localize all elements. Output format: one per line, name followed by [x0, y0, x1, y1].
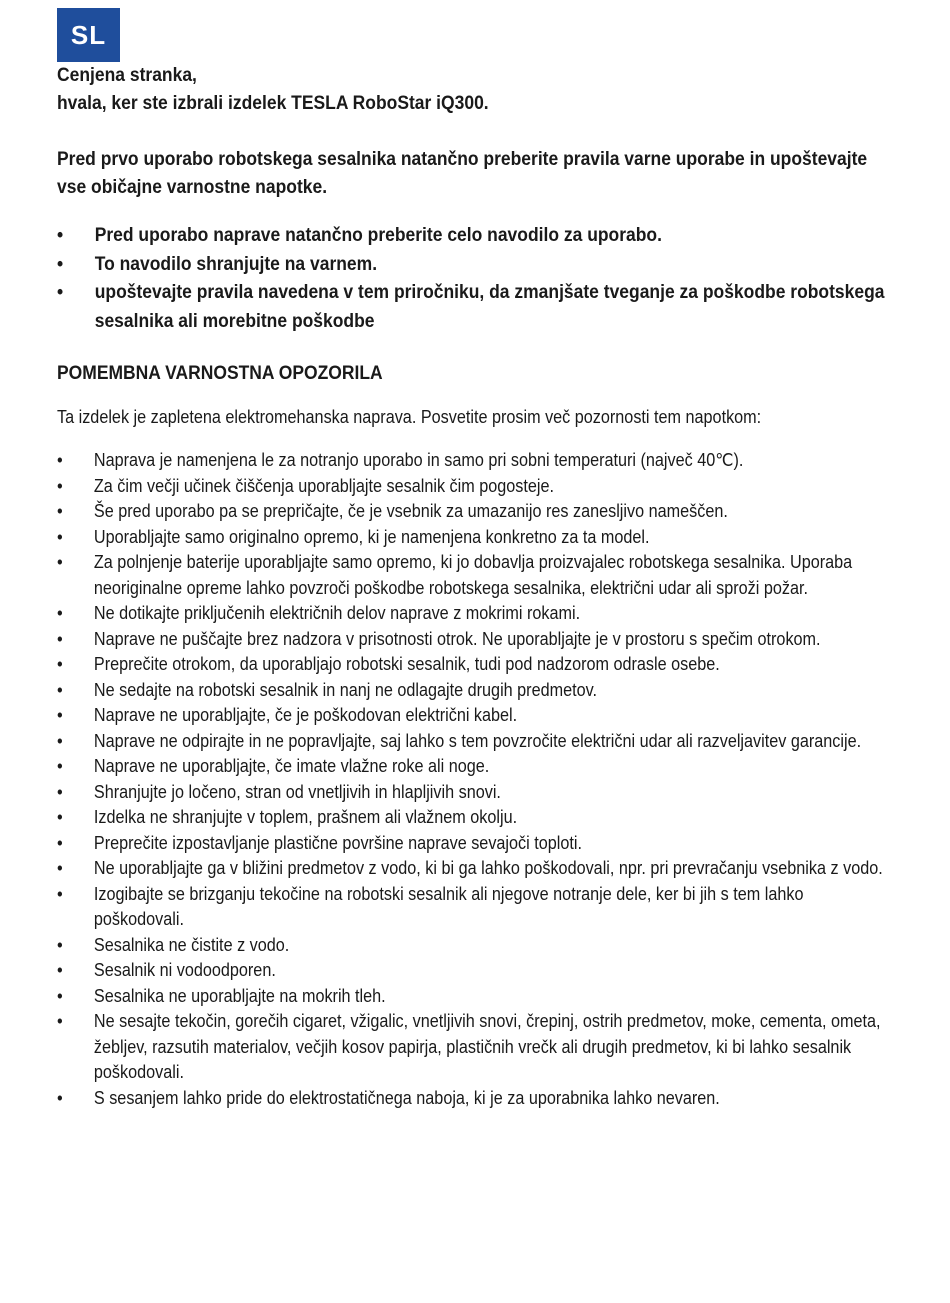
bullet-icon: • — [57, 832, 63, 853]
bullet-icon: • — [57, 807, 63, 827]
list-item: • To navodilo shranjujte na varnem. — [57, 251, 919, 280]
list-item: • Naprave ne uporabljajte, če je poškodovan električni kabel. — [57, 703, 886, 729]
list-item: • Sesalnika ne uporabljajte na mokrih tleh. — [57, 984, 886, 1010]
list-item: • Uporabljajte samo originalno opremo, ki je namenjena konkretno za ta model. — [57, 525, 886, 551]
list-item: • Pred uporabo naprave natančno preberite celo navodilo za uporabo. — [57, 222, 919, 251]
list-item: • Shranjujte jo ločeno, stran od vnetljivih in hlapljivih snovi. — [57, 780, 886, 806]
list-item: • upoštevajte pravila navedena v tem priročniku, da zmanjšate tveganje za poškodbe robotskega sesalnika ali morebitne poškodbe — [57, 279, 919, 336]
list-item: • Naprave ne odpirajte in ne popravljajte, saj lahko s tem povzročite električni udar ali razveljavitev garancije. — [57, 729, 886, 755]
list-item: • Naprava je namenjena le za notranjo uporabo in samo pri sobni temperaturi (največ 40℃). — [57, 448, 886, 474]
document-body — [57, 62, 887, 1111]
list-item: • Izogibajte se brizganju tekočine na robotski sesalnik ali njegove notranje dele, ker bi jih s tem lahko poškodovali. — [57, 883, 804, 929]
greeting-line-1: Cenjena stranka, — [57, 65, 197, 86]
list-item: • Ne dotikajte priključenih električnih delov naprave z mokrimi rokami. — [57, 601, 886, 627]
list-item: • Naprave ne uporabljajte, če imate vlažne roke ali noge. — [57, 754, 886, 780]
list-item: • Naprave ne puščajte brez nadzora v prisotnosti otrok. Ne uporabljajte je v prostoru s spečim otrokom. — [57, 627, 886, 653]
bullet-icon: • — [57, 282, 64, 303]
list-item: • Preprečite otrokom, da uporabljajo robotski sesalnik, tudi pod nadzorom odrasle osebe. — [57, 652, 886, 678]
bullet-icon: • — [57, 781, 63, 802]
bullet-icon: • — [57, 858, 63, 878]
bullet-icon: • — [57, 985, 63, 1006]
bullet-icon: • — [57, 756, 63, 776]
bullet-icon: • — [57, 628, 63, 649]
intro-paragraph: Pred prvo uporabo robotskega sesalnika natančno preberite pravila varne uporabe in upoštevajte vse običajne varnostne napotke. — [57, 149, 868, 198]
bullet-icon: • — [57, 1011, 63, 1031]
bullet-icon: • — [57, 934, 63, 955]
bullet-icon: • — [57, 960, 63, 980]
section-title: POMEMBNA VARNOSTNA OPOZORILA — [57, 363, 383, 384]
bullet-icon: • — [57, 253, 64, 275]
bullet-icon: • — [57, 1087, 63, 1108]
bullet-icon: • — [57, 730, 63, 751]
bullet-icon: • — [57, 501, 63, 521]
list-item: • Še pred uporabo pa se prepričajte, če je vsebnik za umazanijo res zanesljivo nameščen. — [57, 499, 886, 525]
safety-warnings-list — [57, 448, 887, 1111]
greeting — [57, 62, 882, 118]
list-item: • S sesanjem lahko pride do elektrostatičnega naboja, ki je za uporabnika lahko nevaren. — [57, 1086, 886, 1112]
list-item: • Izdelka ne shranjujte v toplem, prašnem ali vlažnem okolju. — [57, 805, 886, 831]
list-item: • Preprečite izpostavljanje plastične površine naprave sevajoči toploti. — [57, 831, 886, 857]
list-item: • Ne sesajte tekočin, gorečih cigaret, vžigalic, vnetljivih snovi, črepinj, ostrih predmetov, moke, cementa, ometa, žebljev, razsutih materialov, večjih kosov papirja, plastičnih vrečk ali drugih predmetov, ki bi lahko sesalnik poškodovali. — [57, 1011, 881, 1082]
bullet-icon: • — [57, 603, 63, 623]
bullet-icon: • — [57, 475, 63, 496]
list-item: • Za polnjenje baterije uporabljajte samo opremo, ki jo dobavlja proizvajalec robotskega sesalnika. Uporaba neoriginalne opreme lahko povzroči poškodbe robotskega sesalnika, električni udar ali sproži požar. — [57, 552, 853, 598]
language-badge: SL — [57, 8, 120, 62]
greeting-line-2: hvala, ker ste izbrali izdelek TESLA RoboStar iQ300. — [57, 93, 489, 114]
lead-paragraph: Ta izdelek je zapletena elektromehanska naprava. Posvetite prosim več pozornosti tem napotkom: — [57, 407, 762, 427]
bullet-icon: • — [57, 883, 63, 904]
bullet-icon: • — [57, 705, 63, 725]
list-item: • Za čim večji učinek čiščenja uporabljajte sesalnik čim pogosteje. — [57, 474, 886, 500]
bullet-icon: • — [57, 450, 63, 470]
list-item: • Sesalnik ni vodoodporen. — [57, 958, 886, 984]
bullet-icon: • — [57, 679, 63, 700]
bullet-icon: • — [57, 526, 63, 547]
list-item: • Ne sedajte na robotski sesalnik in nanj ne odlagajte drugih predmetov. — [57, 678, 886, 704]
bullet-icon: • — [57, 552, 63, 572]
bullet-icon: • — [57, 225, 64, 246]
list-item: • Sesalnika ne čistite z vodo. — [57, 933, 886, 959]
key-instructions-list — [57, 222, 887, 336]
list-item: • Ne uporabljajte ga v bližini predmetov z vodo, ki bi ga lahko poškodovali, npr. pri prevračanju vsebnika z vodo. — [57, 856, 886, 882]
bullet-icon: • — [57, 654, 63, 674]
